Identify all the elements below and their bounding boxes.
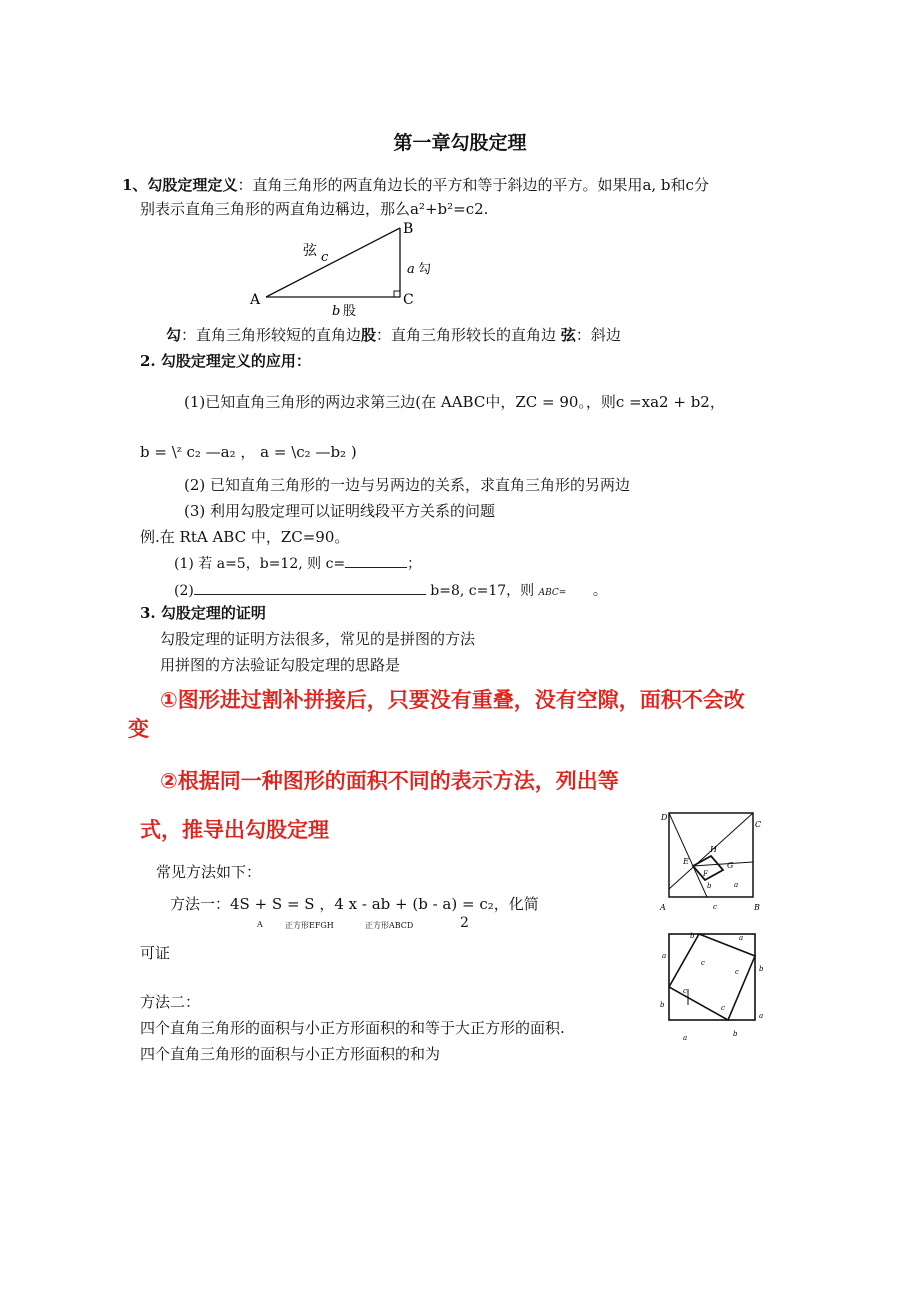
sec2-ex2-area: ABC=	[538, 588, 567, 598]
legend-gu-text: ：直角三角形较长的直角边	[376, 326, 557, 344]
fig1-a: A	[660, 903, 666, 912]
sec2-ex2-num: (2)	[174, 583, 194, 599]
fig1-c: C	[755, 820, 762, 829]
vert-label: 勾	[418, 262, 432, 277]
sec2-ex2	[174, 580, 607, 600]
sec2-ex1-text: (1) 若 a=5，b=12, 则 c=	[174, 556, 346, 572]
sec2-ex2-end: 。	[592, 583, 607, 599]
fig2-bottom-b: b	[733, 1030, 738, 1038]
hyp-label: 弦	[303, 243, 317, 259]
legend-gou-text: ：直角三角形较短的直角边	[181, 326, 362, 344]
base-label: 股	[343, 304, 357, 319]
method2-line2: 四个直角三角形的面积与小正方形面积的和为	[140, 1045, 441, 1063]
fig2-c-1: c	[701, 959, 705, 967]
fig2-c-4: c	[721, 1004, 725, 1012]
fig1-g: G	[727, 861, 734, 870]
fig2-right-b: b	[759, 965, 764, 973]
sec2-heading: 2. 勾股定理定义的应用：	[140, 352, 311, 370]
vertex-c-label: C	[403, 292, 414, 308]
sec3-heading: 3. 勾股定理的证明	[140, 604, 266, 622]
fig1-label-c: c	[713, 903, 717, 911]
sec3-common: 常见方法如下：	[156, 863, 262, 881]
fig1-b: B	[754, 903, 760, 912]
base-var: b	[332, 304, 341, 319]
right-triangle-figure	[240, 218, 440, 320]
sec3-red1-b: 变	[128, 717, 149, 741]
sec2-item3: (3) 利用勾股定理可以证明线段平方关系的问题	[184, 502, 496, 520]
fig2-right-a: a	[759, 1012, 764, 1020]
fig2-bottom-a: a	[683, 1034, 688, 1042]
sec1-heading: 1、勾股定理定义	[122, 176, 238, 194]
legend-xian: 弦	[560, 326, 576, 344]
sec2-item1-b: b = \ᶻ c₂ —a₂ ， a = \c₂ —b₂ )	[140, 443, 357, 461]
answer-blank-c[interactable]	[345, 553, 407, 568]
sec3-red2-b: 式，推导出勾股定理	[140, 818, 329, 842]
method1-formula: 方法一：4S + S = S ，4 x - ab + (b - a) = c₂，化简	[170, 895, 539, 913]
sec3-line1: 勾股定理的证明方法很多，常见的是拼图的方法	[160, 630, 476, 648]
sec2-item1-a: (1)已知直角三角形的两边求第三边(在 AABC中，ZC = 90。，则c =xa2 + b2，	[184, 393, 725, 411]
sec1-text-1: ：直角三角形的两直角边长的平方和等于斜边的平方。如果用a, b和c分	[237, 176, 709, 194]
fig2-c-2: c	[735, 968, 739, 976]
fig1-e: E	[683, 857, 689, 866]
sec2-example: 例.在 RtA ABC 中，ZC=90。	[140, 528, 350, 546]
answer-blank-ex2[interactable]	[194, 580, 426, 595]
fig2-top-a: a	[739, 934, 744, 942]
sec3-red2-a: ②根据同一种图形的面积不同的表示方法，列出等	[160, 769, 619, 793]
fig2-left-a: a	[662, 952, 667, 960]
sec2-ex1	[174, 553, 421, 573]
fig2-left-b: b	[660, 1001, 665, 1009]
fig1-f: F	[703, 870, 708, 878]
fig1-line-3	[693, 862, 753, 866]
fig1-h: H	[710, 845, 717, 854]
fig1-label-b: b	[707, 882, 712, 890]
vertex-b-label: B	[403, 221, 414, 237]
legend-xian-text: ：斜边	[575, 326, 621, 344]
vertex-a-label: A	[250, 292, 261, 308]
method1-prove: 可证	[140, 944, 171, 962]
fig1-d: D	[661, 813, 668, 822]
method1-denominator: 2	[460, 915, 469, 931]
method2-line1: 四个直角三角形的面积与小正方形面积的和等于大正方形的面积.	[140, 1019, 565, 1037]
method2-title: 方法二：	[140, 993, 201, 1011]
method1-sub-a: A	[257, 920, 263, 929]
legend-line	[166, 324, 621, 345]
fig2-c-3: c	[683, 987, 687, 995]
fig2-top-b: b	[690, 932, 695, 940]
vert-var: a	[407, 262, 415, 277]
sec2-ex1-end: ；	[407, 556, 422, 572]
proof-figure-1	[655, 808, 770, 914]
sec3-line2: 用拼图的方法验证勾股定理的思路是	[160, 656, 401, 674]
proof-figure-2	[655, 927, 770, 1045]
outer-square	[669, 934, 755, 1020]
sec1-text-2: 别表示直角三角形的两直角边稱边，那么a²+b²=c2.	[140, 200, 489, 218]
triangle-hypotenuse	[266, 228, 400, 297]
sec2-ex2-given: b=8, c=17，则	[430, 583, 535, 599]
page-title: 第一章勾股定理	[393, 132, 527, 154]
legend-gou: 勾	[166, 326, 182, 344]
inner-tilted-square	[669, 934, 755, 1020]
hyp-var: c	[321, 250, 329, 265]
legend-gu: 股	[361, 326, 377, 344]
fig1-label-a: a	[734, 881, 739, 889]
sec3-red1-a: ①图形进过割补拼接后，只要没有重叠，没有空隙，面积不会改	[160, 688, 745, 712]
right-angle-mark	[394, 291, 400, 297]
sec1-line1	[122, 174, 709, 195]
method1-sub-abcd: 正方形ABCD	[365, 921, 414, 930]
method1-sub-efgh: 正方形EFGH	[285, 921, 334, 930]
sec2-item2: (2) 已知直角三角形的一边与另两边的关系，求直角三角形的另两边	[184, 476, 631, 494]
